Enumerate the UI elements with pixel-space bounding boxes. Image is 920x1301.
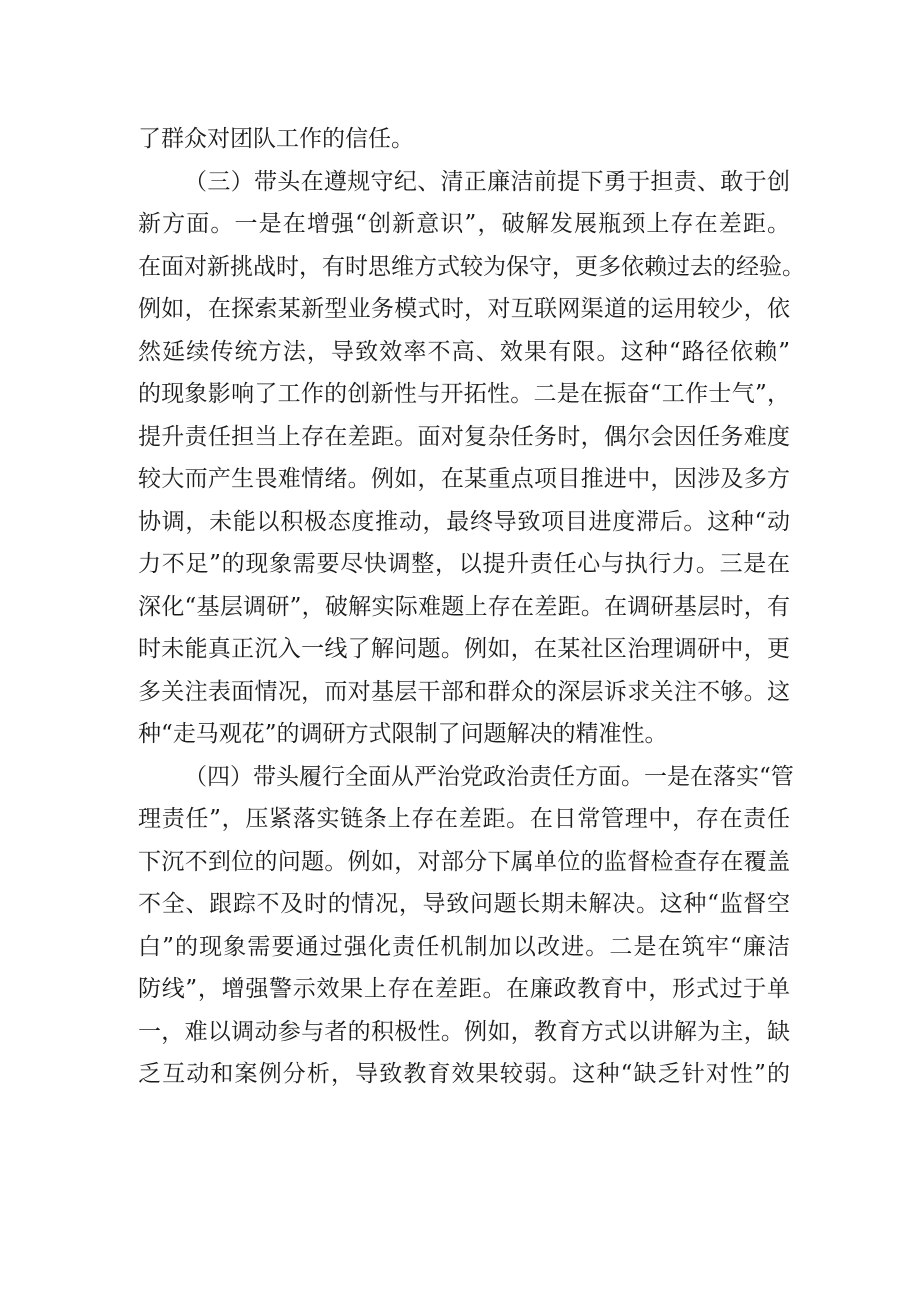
text-line: 例如，在探索某新型业务模式时，对互联网渠道的运用较少，依 xyxy=(138,296,790,322)
text-line: 较大而产生畏难情绪。例如，在某重点项目推进中，因涉及多方 xyxy=(138,466,790,492)
text-line: 提升责任担当上存在差距。面对复杂任务时，偶尔会因任务难度 xyxy=(138,423,790,450)
text-line: 乏互动和案例分析，导致教育效果较弱。这种“缺乏针对性”的 xyxy=(138,1061,790,1087)
text-line: 理责任”，压紧落实链条上存在差距。在日常管理中，存在责任 xyxy=(138,806,790,832)
text-line: （四）带头履行全面从严治党政治责任方面。一是在落实“管 xyxy=(184,763,794,790)
text-line: 时未能真正沉入一线了解问题。例如，在某社区治理调研中，更 xyxy=(138,636,790,662)
text-line: 不全、跟踪不及时的情况，导致问题长期未解决。这种“监督空 xyxy=(138,891,790,917)
text-line: 一，难以调动参与者的积极性。例如，教育方式以讲解为主，缺 xyxy=(138,1018,790,1045)
text-line: 然延续传统方法，导致效率不高、效果有限。这种“路径依赖” xyxy=(138,338,790,365)
text-line: 在面对新挑战时，有时思维方式较为保守，更多依赖过去的经验。 xyxy=(138,253,805,280)
text-line: 力不足”的现象需要尽快调整，以提升责任心与执行力。三是在 xyxy=(138,551,790,577)
text-line: 下沉不到位的问题。例如，对部分下属单位的监督检查存在覆盖 xyxy=(138,848,790,875)
text-line: 防线”，增强警示效果上存在差距。在廉政教育中，形式过于单 xyxy=(138,976,790,1002)
text-line: 白”的现象需要通过强化责任机制加以改进。二是在筑牢“廉洁 xyxy=(138,933,790,960)
text-line: 新方面。一是在增强“创新意识”，破解发展瓶颈上存在差距。 xyxy=(138,211,790,237)
body-text xyxy=(138,118,805,1096)
text-line: 深化“基层调研”，破解实际难题上存在差距。在调研基层时，有 xyxy=(138,593,790,620)
text-line: 多关注表面情况，而对基层干部和群众的深层诉求关注不够。这 xyxy=(138,678,790,705)
text-line: 协调，未能以积极态度推动，最终导致项目进度滞后。这种“动 xyxy=(138,508,790,535)
text-line: 的现象影响了工作的创新性与开拓性。二是在振奋“工作士气”， xyxy=(138,381,790,407)
text-line: （三）带头在遵规守纪、清正廉洁前提下勇于担责、敢于创 xyxy=(184,168,790,195)
text-line: 种“走马观花”的调研方式限制了问题解决的精准性。 xyxy=(138,721,668,747)
text-line: 了群众对团队工作的信任。 xyxy=(138,126,414,152)
